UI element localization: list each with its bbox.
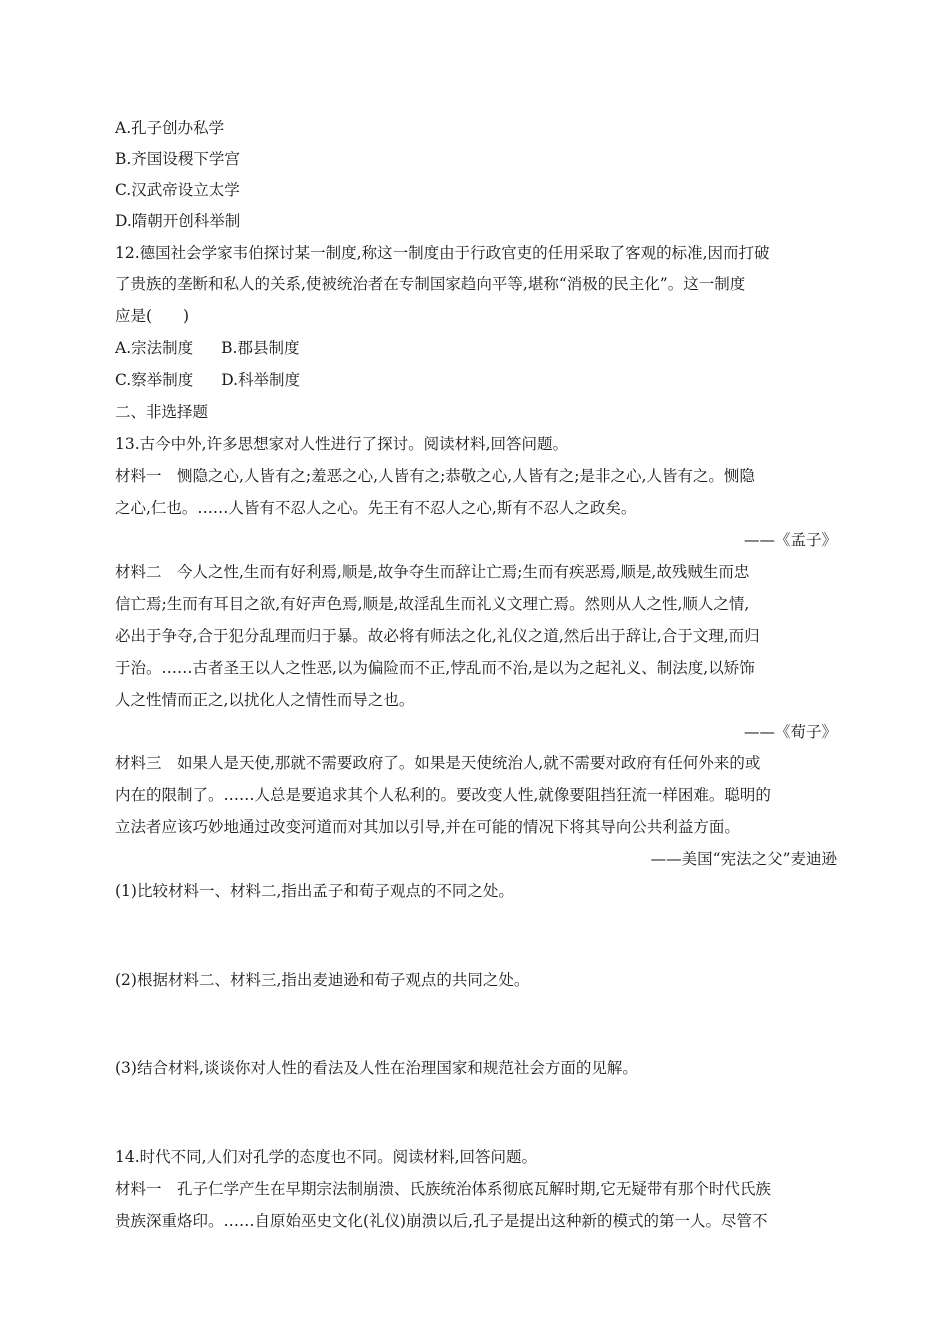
q13-material-3-line-3: 立法者应该巧妙地通过改变河道而对其加以引导,并在可能的情况下将其导向公共利益方面。 [115,818,740,836]
q13-material-2-line-5: 人之性情而正之,以扰化人之情性而导之也。 [115,691,415,709]
q13-material-2-line-1: 材料二 今人之性,生而有好利焉,顺是,故争夺生而辞让亡焉;生而有疾恶焉,顺是,故残贼生而忠 [115,563,750,581]
q11-option-d: D.隋朝开创科举制 [115,212,241,230]
q14-material-1-line-2: 贵族深重烙印。……自原始巫史文化(礼仪)崩溃以后,孔子是提出这种新的模式的第一人。尽管不 [115,1212,768,1230]
section-title: 二、非选择题 [115,403,209,421]
q12-stem-line-3: 应是( ) [115,307,190,325]
q13-material-1-line-2: 之心,仁也。……人皆有不忍人之心。先王有不忍人之心,斯有不忍人之政矣。 [115,499,637,517]
q13-material-3-line-2: 内在的限制了。……人总是要追求其个人私利的。要改变人性,就像要阻挡狂流一样困难。聪明的 [115,786,771,804]
q13-material-3-source: ——美国“宪法之父”麦迪逊 [650,850,837,868]
q12-stem-line-2: 了贵族的垄断和私人的关系,使被统治者在专制国家趋向平等,堪称“消极的民主化”。这一制度 [115,275,746,293]
q13-material-1-source: ——《孟子》 [743,531,837,549]
q13-subquestion-3: (3)结合材料,谈谈你对人性的看法及人性在治理国家和规范社会方面的见解。 [115,1059,638,1077]
q11-option-c: C.汉武帝设立太学 [115,181,240,199]
q12-options-row-1 [115,338,299,358]
q13-material-3-line-1: 材料三 如果人是天使,那就不需要政府了。如果是天使统治人,就不需要对政府有任何外来的或 [115,754,761,772]
q13-material-2-line-4: 于治。……古者圣王以人之性恶,以为偏险而不正,悖乱而不治,是以为之起礼义、制法度,以矫饰 [115,659,755,677]
q12-option-c: C.察举制度 [115,371,194,389]
q13-stem: 13.古今中外,许多思想家对人性进行了探讨。阅读材料,回答问题。 [115,435,569,453]
q12-option-a: A.宗法制度 [115,339,194,357]
q12-stem-line-1: 12.德国社会学家韦伯探讨某一制度,称这一制度由于行政官吏的任用采取了客观的标准,因而打破 [115,244,770,262]
q13-subquestion-2: (2)根据材料二、材料三,指出麦迪逊和荀子观点的共同之处。 [115,971,530,989]
q11-option-b: B.齐国设稷下学宫 [115,150,240,168]
q14-material-1-line-1: 材料一 孔子仁学产生在早期宗法制崩溃、氏族统治体系彻底瓦解时期,它无疑带有那个时代氏族 [115,1180,771,1198]
q12-options-row-2 [115,370,300,390]
q11-option-a: A.孔子创办私学 [115,119,225,137]
q13-material-1-line-1: 材料一 恻隐之心,人皆有之;羞恶之心,人皆有之;恭敬之心,人皆有之;是非之心,人皆有之。恻隐 [115,467,755,485]
q13-subquestion-1: (1)比较材料一、材料二,指出孟子和荀子观点的不同之处。 [115,882,514,900]
q13-material-2-line-3: 必出于争夺,合于犯分乱理而归于暴。故必将有师法之化,礼仪之道,然后出于辞让,合于文理,而归 [115,627,760,645]
q12-option-b: B.郡县制度 [221,339,300,357]
q13-material-2-line-2: 信亡焉;生而有耳目之欲,有好声色焉,顺是,故淫乱生而礼义文理亡焉。然则从人之性,顺人之情, [115,595,750,613]
q14-stem: 14.时代不同,人们对孔学的态度也不同。阅读材料,回答问题。 [115,1148,538,1166]
q13-material-2-source: ——《荀子》 [743,723,837,741]
q12-option-d: D.科举制度 [221,371,301,389]
